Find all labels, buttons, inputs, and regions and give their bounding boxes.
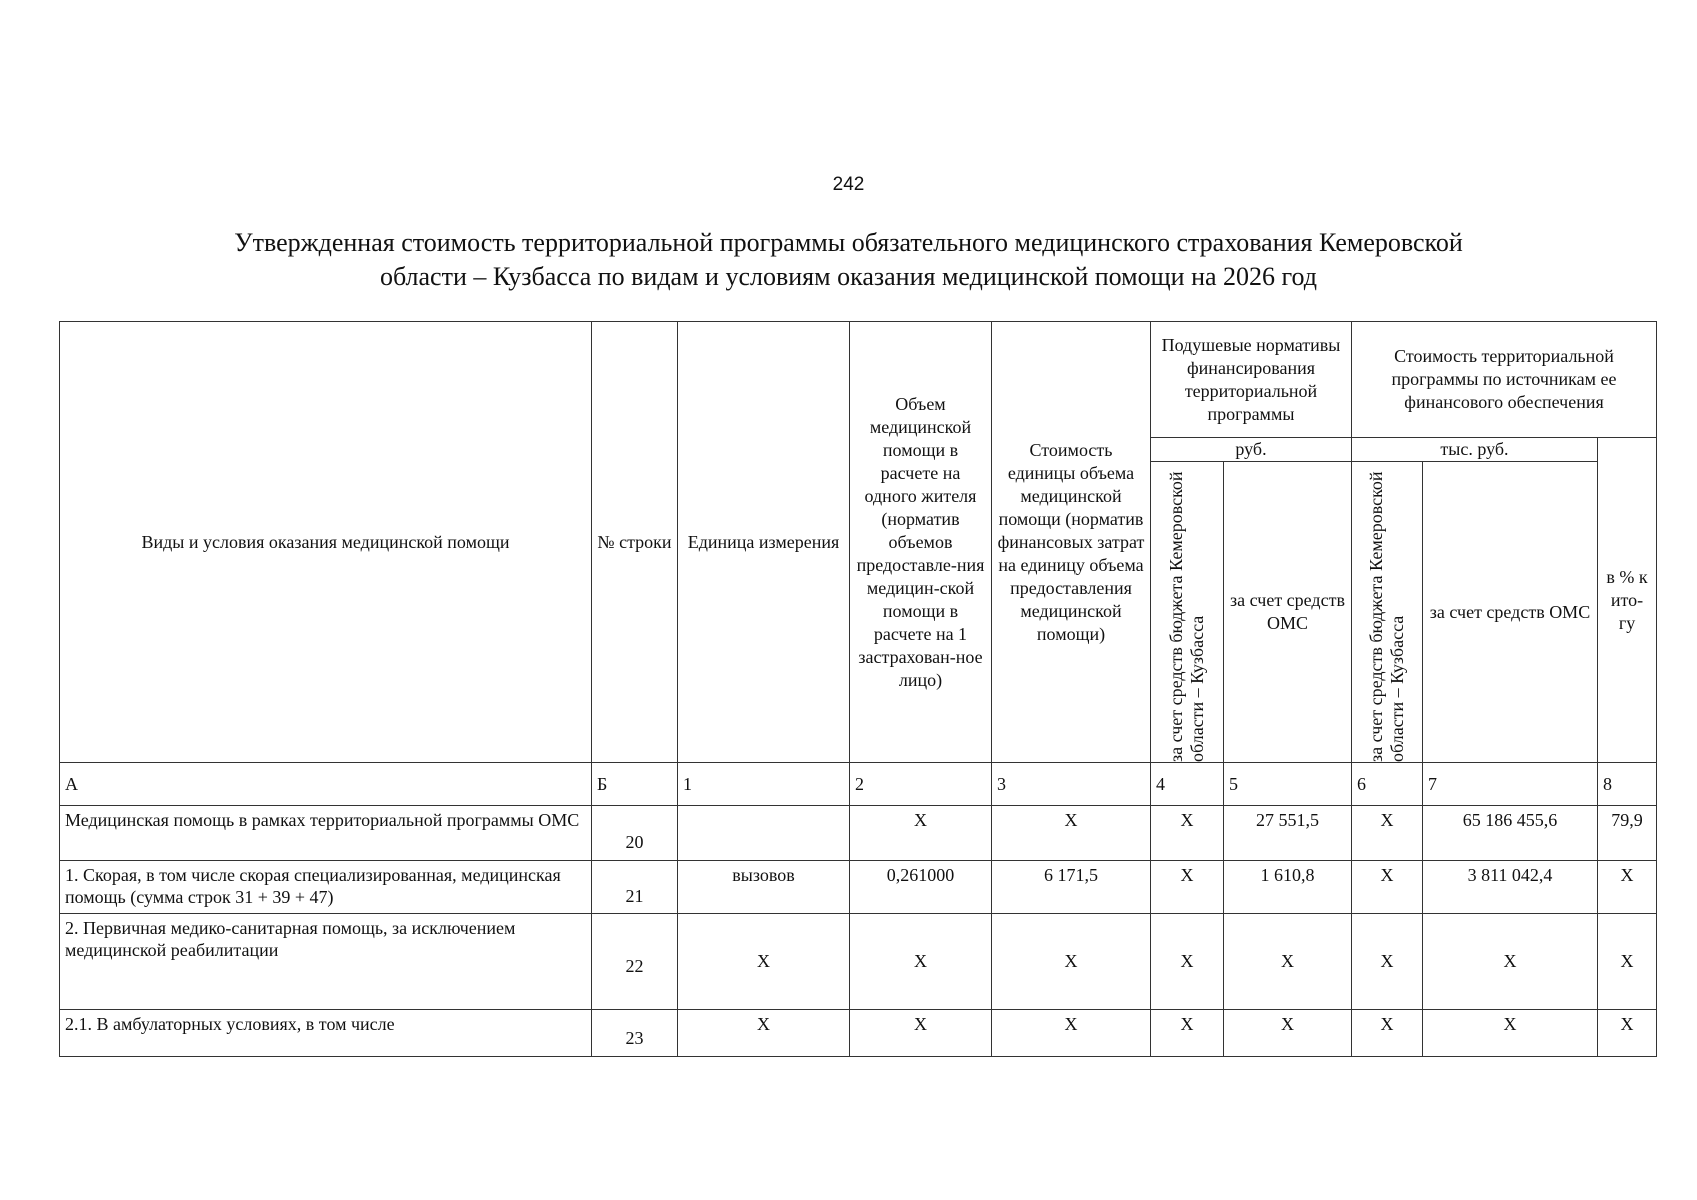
row-cost-budget: Х bbox=[1352, 861, 1423, 914]
row-unit-cost: Х bbox=[992, 806, 1151, 861]
table-row bbox=[60, 861, 1657, 914]
column-number-4: 4 bbox=[1151, 763, 1224, 806]
row-cost-oms: Х bbox=[1423, 914, 1598, 1010]
header-cost-group: Стоимость территориальной программы по источникам ее финансового обеспечения bbox=[1352, 322, 1657, 438]
column-number-3: 3 bbox=[992, 763, 1151, 806]
header-unit-cost: Стоимость единицы объема медицинской помощи (норматив финансовых затрат на единицу объема предоставления медицинской помощи) bbox=[992, 322, 1151, 763]
row-unit: Х bbox=[678, 1010, 850, 1057]
header-kinds: Виды и условия оказания медицинской помощи bbox=[60, 322, 592, 763]
row-volume: 0,261000 bbox=[850, 861, 992, 914]
document-title bbox=[120, 226, 1577, 294]
row-percent: Х bbox=[1598, 861, 1657, 914]
title-line-1: Утвержденная стоимость территориальной программы обязательного медицинского страхования Кемеровской bbox=[234, 228, 1463, 257]
column-number-5: 5 bbox=[1224, 763, 1352, 806]
row-per-capita-budget: Х bbox=[1151, 861, 1224, 914]
table-row bbox=[60, 806, 1657, 861]
row-per-capita-budget: Х bbox=[1151, 806, 1224, 861]
row-per-capita-budget: Х bbox=[1151, 1010, 1224, 1057]
page-number: 242 bbox=[832, 174, 865, 195]
header-cost-budget-text: за счет средств бюджета Кемеровской области – Кузбасса bbox=[1366, 471, 1407, 762]
title-line-2: области – Кузбасса по видам и условиям оказания медицинской помощи на 2026 год bbox=[379, 262, 1318, 291]
row-per-capita-oms: 27 551,5 bbox=[1224, 806, 1352, 861]
row-percent: 79,9 bbox=[1598, 806, 1657, 861]
header-per-capita-budget-text: за счет средств бюджета Кемеровской области – Кузбасса bbox=[1166, 471, 1207, 762]
column-number-row bbox=[60, 763, 1657, 806]
row-unit-cost: Х bbox=[992, 914, 1151, 1010]
column-number-8: 8 bbox=[1598, 763, 1657, 806]
column-number-6: 6 bbox=[1352, 763, 1423, 806]
row-line-number: 22 bbox=[592, 914, 678, 1010]
row-name: Медицинская помощь в рамках территориальной программы ОМС bbox=[60, 806, 592, 861]
header-per-capita-oms: за счет средств ОМС bbox=[1224, 462, 1352, 763]
row-volume: Х bbox=[850, 806, 992, 861]
header-percent: в % к ито-гу bbox=[1598, 438, 1657, 763]
row-per-capita-budget: Х bbox=[1151, 914, 1224, 1010]
row-volume: Х bbox=[850, 914, 992, 1010]
row-line-number: 20 bbox=[592, 806, 678, 861]
header-cost-budget bbox=[1352, 462, 1423, 763]
row-volume: Х bbox=[850, 1010, 992, 1057]
row-line-number: 23 bbox=[592, 1010, 678, 1057]
row-unit: Х bbox=[678, 914, 850, 1010]
header-per-capita-budget bbox=[1151, 462, 1224, 763]
cost-table bbox=[59, 321, 1657, 1057]
header-line-number: № строки bbox=[592, 322, 678, 763]
row-unit-cost: Х bbox=[992, 1010, 1151, 1057]
row-name: 2. Первичная медико-санитарная помощь, за исключением медицинской реабилитации bbox=[60, 914, 592, 1010]
header-cost-unit: тыс. руб. bbox=[1352, 438, 1598, 462]
row-per-capita-oms: Х bbox=[1224, 1010, 1352, 1057]
row-per-capita-oms: Х bbox=[1224, 914, 1352, 1010]
column-number-b: Б bbox=[592, 763, 678, 806]
header-volume: Объем медицинской помощи в расчете на одного жителя (норматив объемов предоставле-ния медицин-ской помощи в расчете на 1 застрахован-ное лицо) bbox=[850, 322, 992, 763]
row-cost-budget: Х bbox=[1352, 806, 1423, 861]
column-number-1: 1 bbox=[678, 763, 850, 806]
header-cost-oms: за счет средств ОМС bbox=[1423, 462, 1598, 763]
row-percent: Х bbox=[1598, 1010, 1657, 1057]
row-percent: Х bbox=[1598, 914, 1657, 1010]
header-unit: Единица измерения bbox=[678, 322, 850, 763]
row-per-capita-oms: 1 610,8 bbox=[1224, 861, 1352, 914]
row-cost-oms: Х bbox=[1423, 1010, 1598, 1057]
row-name: 2.1. В амбулаторных условиях, в том числе bbox=[60, 1010, 592, 1057]
row-line-number: 21 bbox=[592, 861, 678, 914]
column-number-7: 7 bbox=[1423, 763, 1598, 806]
table-row bbox=[60, 914, 1657, 1010]
row-unit bbox=[678, 806, 850, 861]
column-number-2: 2 bbox=[850, 763, 992, 806]
row-unit: вызовов bbox=[678, 861, 850, 914]
header-row-1 bbox=[60, 322, 1657, 438]
table-row bbox=[60, 1010, 1657, 1057]
header-per-capita-group: Подушевые нормативы финансирования территориальной программы bbox=[1151, 322, 1352, 438]
header-per-capita-unit: руб. bbox=[1151, 438, 1352, 462]
row-cost-oms: 3 811 042,4 bbox=[1423, 861, 1598, 914]
row-cost-budget: Х bbox=[1352, 1010, 1423, 1057]
row-name: 1. Скорая, в том числе скорая специализированная, медицинская помощь (сумма строк 31 + 39 + 47) bbox=[60, 861, 592, 914]
row-unit-cost: 6 171,5 bbox=[992, 861, 1151, 914]
row-cost-budget: Х bbox=[1352, 914, 1423, 1010]
row-cost-oms: 65 186 455,6 bbox=[1423, 806, 1598, 861]
column-number-a: А bbox=[60, 763, 592, 806]
